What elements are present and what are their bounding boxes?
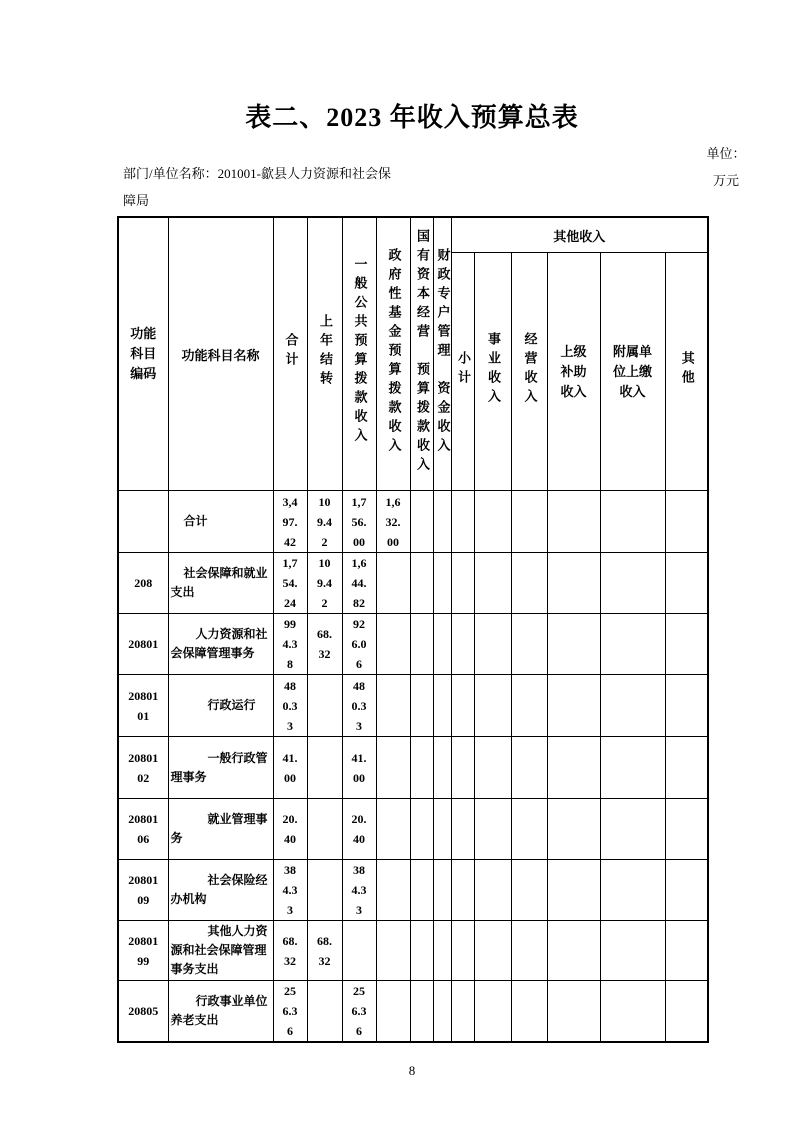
cell-operating-income (511, 860, 547, 921)
cell-superior-subsidy (547, 737, 600, 799)
cell-state-capital (410, 981, 433, 1043)
cell-gov-fund (376, 553, 410, 614)
cell-operating-income (511, 737, 547, 799)
cell-general-budget: 20.40 (342, 799, 376, 860)
table-row (118, 675, 708, 737)
cell-other (665, 553, 708, 614)
cell-general-budget: 480.33 (342, 675, 376, 737)
cell-superior-subsidy (547, 860, 600, 921)
table-header (118, 217, 708, 491)
cell-general-budget: 41.00 (342, 737, 376, 799)
header-total: 合计 (273, 217, 307, 491)
cell-gov-fund (376, 981, 410, 1043)
cell-carryover (307, 981, 342, 1043)
cell-superior-subsidy (547, 799, 600, 860)
cell-other (665, 491, 708, 553)
cell-carryover: 68.32 (307, 921, 342, 981)
cell-subtotal (451, 614, 474, 675)
cell-general-budget: 926.06 (342, 614, 376, 675)
cell-fiscal-account (433, 799, 451, 860)
header-functional-code: 功能科目编码 (118, 217, 168, 491)
header-affiliated-remit: 附属单位上缴收入 (600, 253, 665, 491)
cell-code: 2080102 (118, 737, 168, 799)
header-state-capital: 国有资本经营 预算拨款收入 (410, 217, 433, 491)
cell-general-budget: 1,644.82 (342, 553, 376, 614)
header-gov-fund: 政府性基金预算拨款收入 (376, 217, 410, 491)
cell-affiliated-remit (600, 553, 665, 614)
header-operating-income: 经营收入 (511, 253, 547, 491)
table-row (118, 614, 708, 675)
cell-affiliated-remit (600, 799, 665, 860)
cell-gov-fund (376, 737, 410, 799)
cell-affiliated-remit (600, 737, 665, 799)
cell-name: 合计 (168, 491, 273, 553)
revenue-budget-table (117, 216, 709, 1043)
cell-total: 384.33 (273, 860, 307, 921)
cell-other (665, 737, 708, 799)
cell-code: 2080199 (118, 921, 168, 981)
table-row (118, 553, 708, 614)
cell-name: 人力资源和社会保障管理事务 (168, 614, 273, 675)
cell-carryover: 109.42 (307, 553, 342, 614)
header-fiscal-account: 财政专户管理 资金收入 (433, 217, 451, 491)
cell-name: 其他人力资源和社会保障管理事务支出 (168, 921, 273, 981)
cell-business-income (474, 799, 511, 860)
cell-superior-subsidy (547, 553, 600, 614)
cell-other (665, 675, 708, 737)
header-subtotal: 小计 (451, 253, 474, 491)
table-row (118, 921, 708, 981)
cell-code: 2080101 (118, 675, 168, 737)
cell-code: 2080109 (118, 860, 168, 921)
cell-affiliated-remit (600, 981, 665, 1043)
cell-subtotal (451, 799, 474, 860)
cell-affiliated-remit (600, 675, 665, 737)
cell-total: 480.33 (273, 675, 307, 737)
cell-affiliated-remit (600, 491, 665, 553)
cell-superior-subsidy (547, 614, 600, 675)
cell-carryover (307, 799, 342, 860)
cell-total: 1,754.24 (273, 553, 307, 614)
cell-code: 208 (118, 553, 168, 614)
cell-general-budget: 1,756.00 (342, 491, 376, 553)
cell-carryover (307, 675, 342, 737)
table-row (118, 860, 708, 921)
cell-subtotal (451, 491, 474, 553)
table-row (118, 737, 708, 799)
meta-row (117, 146, 746, 214)
cell-state-capital (410, 737, 433, 799)
header-carryover: 上年结转 (307, 217, 342, 491)
cell-fiscal-account (433, 553, 451, 614)
cell-name: 就业管理事务 (168, 799, 273, 860)
cell-state-capital (410, 921, 433, 981)
header-business-income: 事业收入 (474, 253, 511, 491)
page-content (117, 0, 746, 1079)
cell-gov-fund (376, 799, 410, 860)
department-label: 部门/单位名称：201001-歙县人力资源和社会保障局 (123, 166, 391, 208)
header-superior-subsidy: 上级补助收入 (547, 253, 600, 491)
cell-carryover (307, 737, 342, 799)
cell-name: 社会保障和就业支出 (168, 553, 273, 614)
cell-operating-income (511, 614, 547, 675)
cell-business-income (474, 675, 511, 737)
cell-affiliated-remit (600, 860, 665, 921)
cell-total: 20.40 (273, 799, 307, 860)
table-row (118, 981, 708, 1043)
cell-carryover (307, 860, 342, 921)
cell-total: 68.32 (273, 921, 307, 981)
cell-business-income (474, 737, 511, 799)
cell-affiliated-remit (600, 614, 665, 675)
cell-other (665, 921, 708, 981)
cell-state-capital (410, 799, 433, 860)
cell-superior-subsidy (547, 491, 600, 553)
cell-subtotal (451, 860, 474, 921)
cell-other (665, 799, 708, 860)
cell-name: 行政事业单位养老支出 (168, 981, 273, 1043)
cell-state-capital (410, 491, 433, 553)
cell-superior-subsidy (547, 981, 600, 1043)
cell-fiscal-account (433, 737, 451, 799)
cell-fiscal-account (433, 491, 451, 553)
cell-operating-income (511, 491, 547, 553)
header-functional-name: 功能科目名称 (168, 217, 273, 491)
cell-operating-income (511, 921, 547, 981)
cell-code (118, 491, 168, 553)
cell-gov-fund (376, 860, 410, 921)
cell-other (665, 614, 708, 675)
cell-subtotal (451, 737, 474, 799)
page-title: 表二、2023 年收入预算总表 (245, 103, 579, 132)
cell-name: 社会保险经办机构 (168, 860, 273, 921)
cell-operating-income (511, 981, 547, 1043)
header-other-income-group: 其他收入 (451, 217, 708, 253)
cell-other (665, 981, 708, 1043)
cell-state-capital (410, 860, 433, 921)
cell-other (665, 860, 708, 921)
header-other: 其他 (665, 253, 708, 491)
cell-subtotal (451, 675, 474, 737)
cell-general-budget (342, 921, 376, 981)
cell-total: 256.36 (273, 981, 307, 1043)
cell-affiliated-remit (600, 921, 665, 981)
table-body (118, 491, 708, 1043)
cell-code: 20805 (118, 981, 168, 1043)
cell-fiscal-account (433, 614, 451, 675)
table-row (118, 799, 708, 860)
cell-gov-fund: 1,632.00 (376, 491, 410, 553)
cell-code: 20801 (118, 614, 168, 675)
cell-code: 2080106 (118, 799, 168, 860)
cell-state-capital (410, 614, 433, 675)
cell-name: 一般行政管理事务 (168, 737, 273, 799)
cell-fiscal-account (433, 860, 451, 921)
cell-superior-subsidy (547, 675, 600, 737)
cell-fiscal-account (433, 675, 451, 737)
cell-gov-fund (376, 921, 410, 981)
unit-label: 单位：万元 (706, 146, 746, 188)
cell-business-income (474, 921, 511, 981)
cell-business-income (474, 981, 511, 1043)
page-number: 8 (408, 1063, 416, 1078)
cell-business-income (474, 491, 511, 553)
cell-gov-fund (376, 614, 410, 675)
cell-business-income (474, 614, 511, 675)
cell-operating-income (511, 675, 547, 737)
cell-operating-income (511, 553, 547, 614)
cell-total: 3,497.42 (273, 491, 307, 553)
cell-state-capital (410, 553, 433, 614)
table-row-total (118, 491, 708, 553)
cell-gov-fund (376, 675, 410, 737)
cell-fiscal-account (433, 921, 451, 981)
cell-business-income (474, 860, 511, 921)
cell-carryover: 109.42 (307, 491, 342, 553)
cell-fiscal-account (433, 981, 451, 1043)
cell-general-budget: 256.36 (342, 981, 376, 1043)
cell-superior-subsidy (547, 921, 600, 981)
cell-carryover: 68.32 (307, 614, 342, 675)
cell-subtotal (451, 921, 474, 981)
cell-name: 行政运行 (168, 675, 273, 737)
cell-general-budget: 384.33 (342, 860, 376, 921)
cell-subtotal (451, 981, 474, 1043)
header-general-budget: 一般公共预算拨款收入 (342, 217, 376, 491)
cell-business-income (474, 553, 511, 614)
cell-state-capital (410, 675, 433, 737)
cell-subtotal (451, 553, 474, 614)
cell-total: 41.00 (273, 737, 307, 799)
cell-operating-income (511, 799, 547, 860)
cell-total: 994.38 (273, 614, 307, 675)
